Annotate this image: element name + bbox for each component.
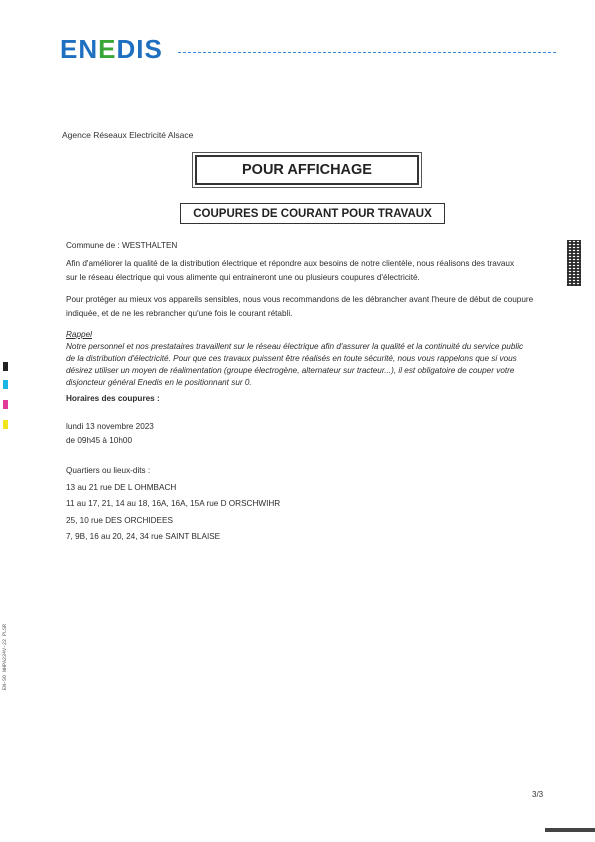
scan-edge <box>545 828 595 832</box>
enedis-logo <box>60 34 163 65</box>
paragraph-2 <box>66 293 533 321</box>
paragraph-2-line-2: indiquée, et de ne les rebrancher qu'une fois le courant rétabli. <box>66 309 293 318</box>
logo-text-a: EN <box>60 34 99 64</box>
rappel-line-1: Notre personnel et nos prestataires travaillent sur le réseau électrique afin d'assurer la qualité et la continuité du service public <box>66 342 524 351</box>
paragraph-1 <box>66 257 514 285</box>
paragraph-1-line-1: Afin d'améliorer la qualité de la distribution électrique et répondre aux besoins de notre clientèle, nous réalisons des travaux <box>66 259 515 268</box>
title-main: POUR AFFICHAGE <box>242 162 372 178</box>
paragraph-2-line-1: Pour protéger au mieux vos appareils sensibles, nous vous recommandons de les débrancher avant l'heure de début de coupure <box>66 295 534 304</box>
quartier-item: 11 au 17, 21, 14 au 18, 16A, 16A, 15A rue D ORSCHWIHR <box>66 499 281 508</box>
rappel-line-4: disjoncteur général Enedis en le positionnant sur 0. <box>66 378 252 387</box>
logo-text-c: DIS <box>116 34 163 64</box>
coupure-date: lundi 13 novembre 2023 <box>66 422 154 431</box>
horaires <box>66 420 154 448</box>
quartier-item: 25, 10 rue DES ORCHIDEES <box>66 515 173 525</box>
title-sub: COUPURES DE COURANT POUR TRAVAUX <box>193 207 432 220</box>
logo-text-b: E <box>98 34 117 64</box>
rappel-line-3: désirez utiliser un moyen de réalimentation (groupe électrogène, alternateur sur tracteur...), il est obligatoire de couper votre <box>66 366 515 375</box>
print-mark-magenta <box>3 400 8 409</box>
side-code: EN-SO NHPA234V-22 PLSR <box>2 623 8 690</box>
coupure-time: de 09h45 à 10h00 <box>66 436 133 445</box>
print-mark-yellow <box>3 420 8 429</box>
horaires-label: Horaires des coupures : <box>66 394 160 403</box>
print-mark-black <box>3 362 8 371</box>
rappel-line-2: de la distribution d'électricité. Pour que ces travaux puissent être réalisés en toute sécurité, nous vous rappelons que si vous <box>66 354 517 363</box>
quartiers-label: Quartiers ou lieux-dits : <box>66 466 151 475</box>
print-mark-cyan <box>3 380 8 389</box>
title-main-box <box>195 155 419 185</box>
quartiers <box>66 463 280 546</box>
header-divider <box>178 52 556 53</box>
title-sub-box <box>180 203 445 224</box>
rappel-label: Rappel <box>66 330 92 339</box>
agency-name: Agence Réseaux Electricité Alsace <box>62 130 194 140</box>
commune: Commune de : WESTHALTEN <box>66 241 178 250</box>
quartier-item: 13 au 21 rue DE L OHMBACH <box>66 482 177 492</box>
page-number: 3/3 <box>532 790 544 799</box>
qr-code-icon <box>567 240 581 286</box>
quartier-item: 7, 9B, 16 au 20, 24, 34 rue SAINT BLAISE <box>66 532 221 541</box>
rappel-block <box>66 329 523 389</box>
paragraph-1-line-2: sur le réseau électrique qui vous alimente qui entraineront une ou plusieurs coupures d'électricité. <box>66 273 420 282</box>
